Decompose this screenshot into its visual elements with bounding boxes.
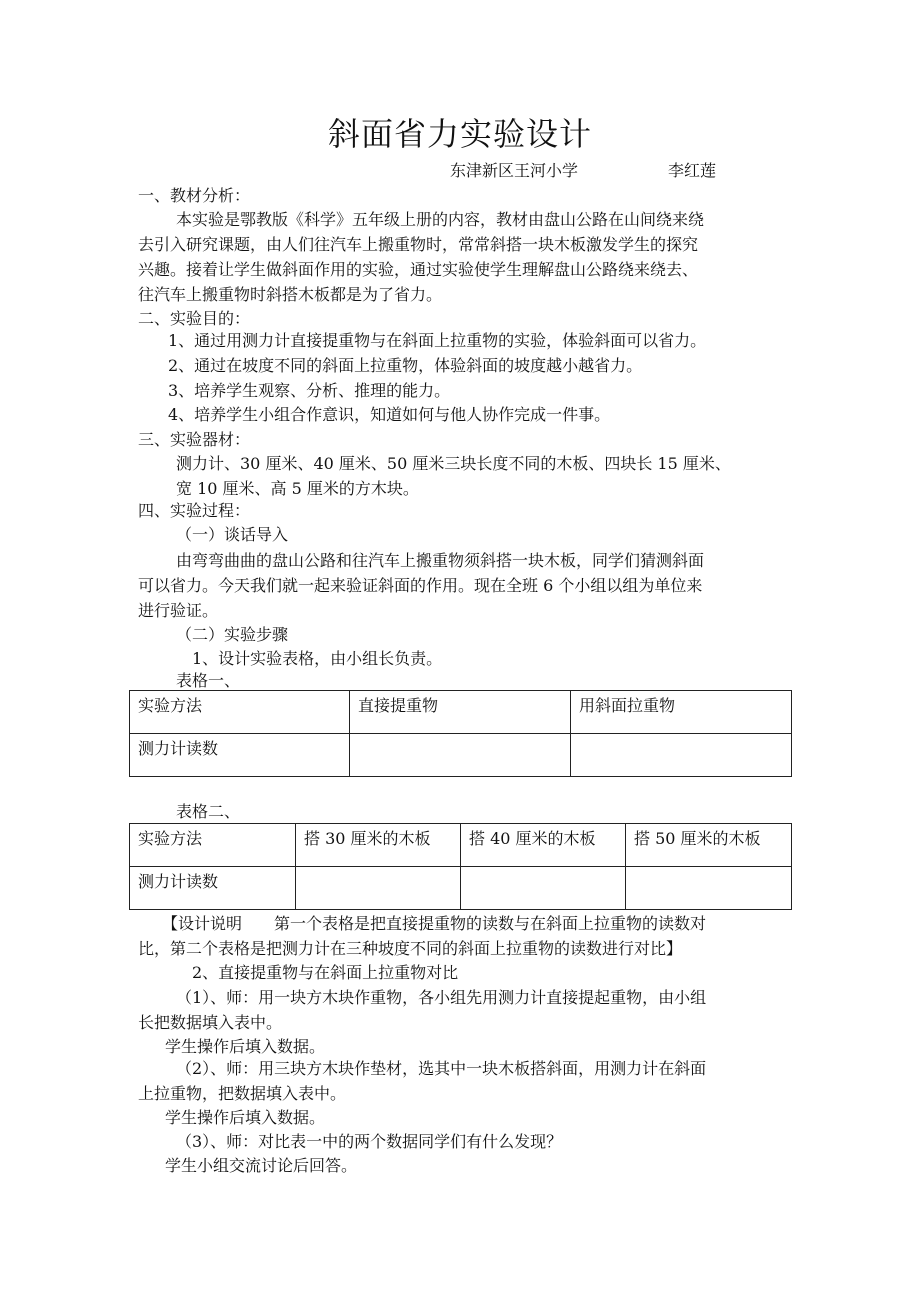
page-title: 斜面省力实验设计 bbox=[327, 115, 592, 153]
list-item: 3、培养学生观察、分析、推理的能力。 bbox=[168, 381, 451, 400]
table2-label: 表格二、 bbox=[176, 802, 241, 821]
table1-label: 表格一、 bbox=[176, 671, 241, 690]
table-cell bbox=[626, 867, 792, 910]
paragraph-line: 测力计、30 厘米、40 厘米、50 厘米三块长度不同的木板、四块长 15 厘米、 bbox=[176, 454, 731, 473]
author-school: 东津新区王河小学 bbox=[450, 161, 579, 180]
step-1: 1、设计实验表格，由小组长负责。 bbox=[192, 649, 443, 668]
step-2: 2、直接提重物与在斜面上拉重物对比 bbox=[192, 963, 459, 982]
list-item: 4、培养学生小组合作意识，知道如何与他人协作完成一件事。 bbox=[168, 405, 611, 424]
section-heading-2: 二、实验目的： bbox=[138, 309, 251, 328]
table-row bbox=[130, 734, 792, 777]
list-item: 2、通过在坡度不同的斜面上拉重物，体验斜面的坡度越小越省力。 bbox=[168, 356, 643, 375]
table-cell: 用斜面拉重物 bbox=[571, 691, 792, 734]
table-cell: 搭 30 厘米的木板 bbox=[296, 824, 461, 867]
paragraph-line: 宽 10 厘米、高 5 厘米的方木块。 bbox=[176, 479, 419, 498]
table-cell bbox=[571, 734, 792, 777]
table-cell bbox=[350, 734, 571, 777]
table-cell bbox=[461, 867, 626, 910]
paragraph-line: 兴趣。接着让学生做斜面作用的实验，通过实验使学生理解盘山公路绕来绕去、 bbox=[138, 260, 699, 279]
table-1 bbox=[129, 690, 792, 777]
paragraph-line: 学生操作后填入数据。 bbox=[165, 1108, 326, 1127]
list-item: 1、通过用测力计直接提重物与在斜面上拉重物的实验，体验斜面可以省力。 bbox=[168, 331, 707, 350]
paragraph-line: 可以省力。今天我们就一起来验证斜面的作用。现在全班 6 个小组以组为单位来 bbox=[138, 576, 703, 595]
paragraph-line: 长把数据填入表中。 bbox=[138, 1013, 283, 1032]
paragraph-line: 往汽车上搬重物时斜搭木板都是为了省力。 bbox=[138, 285, 443, 304]
paragraph-line: 去引入研究课题，由人们往汽车上搬重物时，常常斜搭一块木板激发学生的探究 bbox=[138, 235, 699, 254]
section-heading-3: 三、实验器材： bbox=[138, 430, 251, 449]
table-cell: 测力计读数 bbox=[130, 734, 350, 777]
paragraph-line: 本实验是鄂教版《科学》五年级上册的内容，教材由盘山公路在山间绕来绕 bbox=[176, 210, 705, 229]
table-cell: 搭 40 厘米的木板 bbox=[461, 824, 626, 867]
paragraph-line: 进行验证。 bbox=[138, 601, 219, 620]
table-cell: 测力计读数 bbox=[130, 867, 296, 910]
table-row bbox=[130, 824, 792, 867]
design-note-line: 【设计说明 第一个表格是把直接提重物的读数与在斜面上拉重物的读数对 bbox=[162, 914, 707, 933]
section-heading-1: 一、教材分析： bbox=[138, 186, 251, 205]
paragraph-line: 学生操作后填入数据。 bbox=[165, 1037, 326, 1056]
table-cell: 实验方法 bbox=[130, 691, 350, 734]
table-2 bbox=[129, 823, 792, 910]
paragraph-line: （2）、师：用三块方木块作垫材，选其中一块木板搭斜面，用测力计在斜面 bbox=[176, 1059, 707, 1078]
paragraph-line: 由弯弯曲曲的盘山公路和往汽车上搬重物须斜搭一块木板，同学们猜测斜面 bbox=[176, 551, 705, 570]
table-cell: 实验方法 bbox=[130, 824, 296, 867]
table-cell: 搭 50 厘米的木板 bbox=[626, 824, 792, 867]
subheading-intro: （一）谈话导入 bbox=[176, 525, 289, 544]
paragraph-line: （1）、师：用一块方木块作重物，各小组先用测力计直接提起重物，由小组 bbox=[176, 988, 707, 1007]
table-row bbox=[130, 691, 792, 734]
paragraph-line: 上拉重物，把数据填入表中。 bbox=[138, 1084, 347, 1103]
table-cell: 直接提重物 bbox=[350, 691, 571, 734]
paragraph-line: （3）、师：对比表一中的两个数据同学们有什么发现？ bbox=[176, 1132, 563, 1151]
design-note-line: 比，第二个表格是把测力计在三种坡度不同的斜面上拉重物的读数进行对比】 bbox=[138, 939, 683, 958]
section-heading-4: 四、实验过程： bbox=[138, 501, 251, 520]
table-row bbox=[130, 867, 792, 910]
table-cell bbox=[296, 867, 461, 910]
subheading-steps: （二）实验步骤 bbox=[176, 625, 289, 644]
paragraph-line: 学生小组交流讨论后回答。 bbox=[165, 1156, 358, 1175]
author-name: 李红莲 bbox=[668, 161, 717, 180]
